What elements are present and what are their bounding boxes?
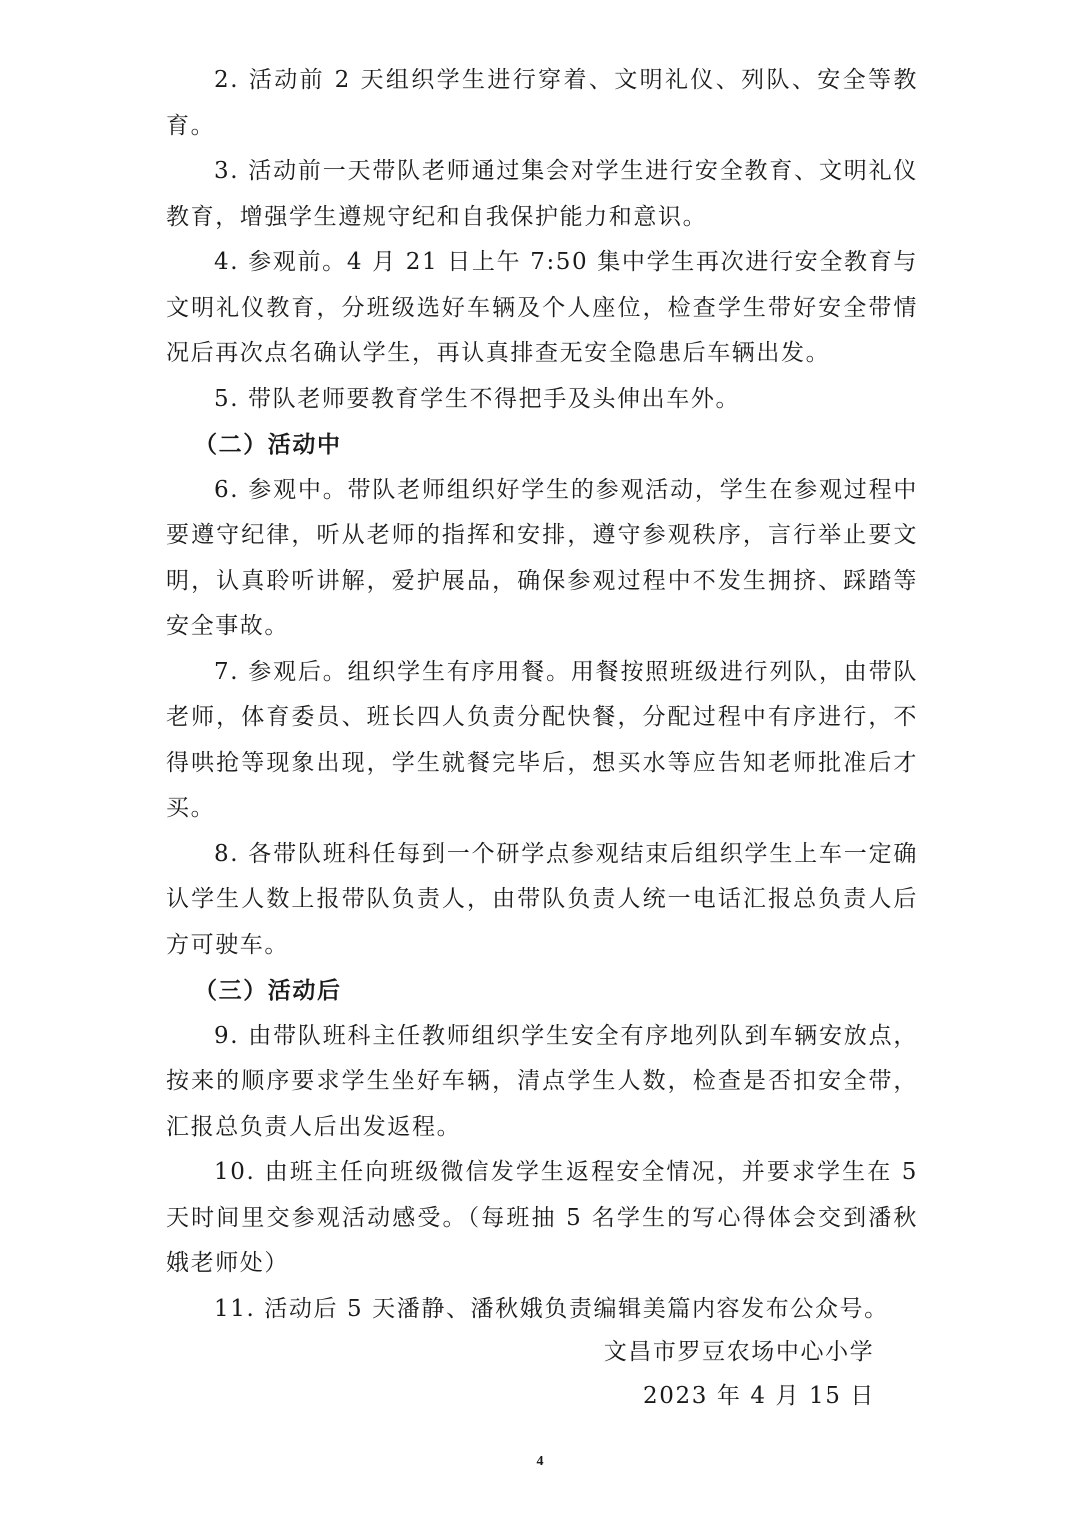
paragraph-8: 8. 各带队班科任每到一个研学点参观结束后组织学生上车一定确认学生人数上报带队负责人，由带队负责人统一电话汇报总负责人后方可驶车。 [166,840,918,958]
paragraph-11: 11. 活动后 5 天潘静、潘秋娥负责编辑美篇内容发布公众号。 [214,1295,889,1322]
paragraph-6: 6. 参观中。带队老师组织好学生的参观活动，学生在参观过程中要遵守纪律，听从老师的指挥和安排，遵守参观秩序，言行举止要文明，认真聆听讲解，爱护展品，确保参观过程中不发生拥挤、踩踏等安全事故。 [166,476,918,639]
document-body [166,58,918,1332]
signature-block [603,1330,875,1418]
signature-date: 2023 年 4 月 15 日 [643,1383,875,1409]
page-number: 4 [536,1454,544,1469]
section-heading-after: （三）活动后 [194,977,342,1004]
paragraph-7: 7. 参观后。组织学生有序用餐。用餐按照班级进行列队，由带队老师，体育委员、班长四人负责分配快餐，分配过程中有序进行，不得哄抢等现象出现，学生就餐完毕后，想买水等应告知老师批准后才买。 [166,658,918,821]
paragraph-9: 9. 由带队班科主任教师组织学生安全有序地列队到车辆安放点，按来的顺序要求学生坐好车辆，清点学生人数，检查是否扣安全带，汇报总负责人后出发返程。 [166,1022,918,1140]
paragraph-10: 10. 由班主任向班级微信发学生返程安全情况，并要求学生在 5 天时间里交参观活动感受。（每班抽 5 名学生的写心得体会交到潘秋娥老师处） [166,1159,918,1276]
paragraph-4: 4. 参观前。4 月 21 日上午 7:50 集中学生再次进行安全教育与文明礼仪教育，分班级选好车辆及个人座位，检查学生带好安全带情况后再次点名确认学生，再认真排查无安全隐患后车辆出发。 [166,249,918,366]
paragraph-2: 2. 活动前 2 天组织学生进行穿着、文明礼仪、列队、安全等教育。 [166,67,918,139]
paragraph-5: 5. 带队老师要教育学生不得把手及头伸出车外。 [214,385,741,412]
paragraph-3: 3. 活动前一天带队老师通过集会对学生进行安全教育、文明礼仪教育，增强学生遵规守纪和自我保护能力和意识。 [166,158,918,230]
signature-organization: 文昌市罗豆农场中心小学 [603,1339,875,1365]
section-heading-during: （二）活动中 [194,431,342,458]
